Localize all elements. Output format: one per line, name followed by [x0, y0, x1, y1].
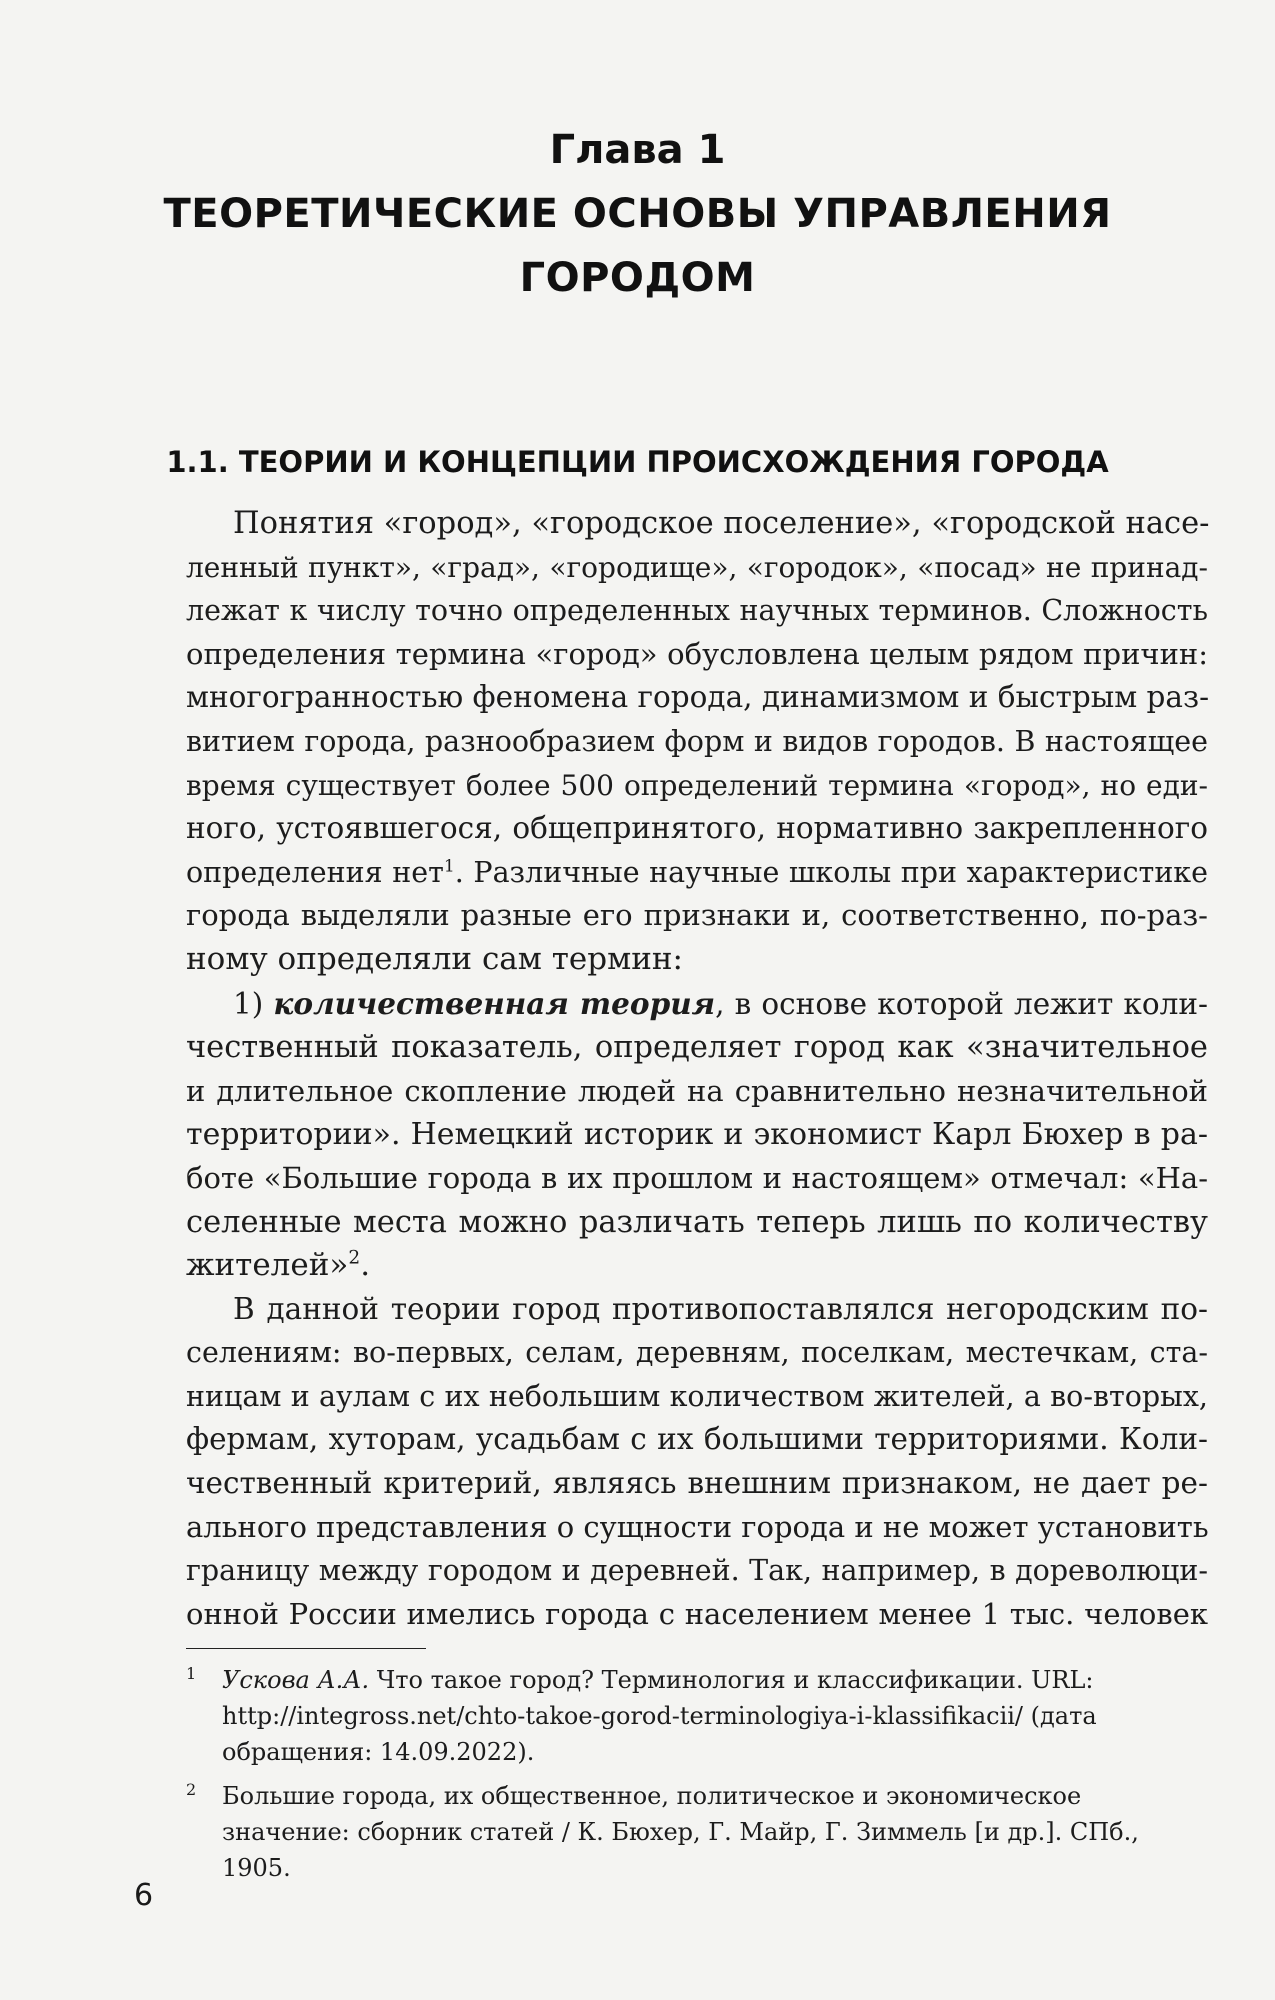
footnote-author: Ускова А.А. — [222, 1666, 370, 1694]
text-line: ного, устоявшегося, общепринятого, нормативно закрепленного — [186, 811, 1208, 846]
chapter-heading — [0, 118, 1275, 310]
text-line: ленный пункт», «град», «городище», «городок», «посад» не принад- — [186, 550, 1208, 584]
term-quantitative-theory: количественная теория — [273, 985, 716, 1021]
text-line: селениям: во-первых, селам, деревням, поселкам, местечкам, ста- — [186, 1336, 1208, 1370]
text-line: 1) количественная теория, в основе которой лежит коли- — [233, 985, 1208, 1021]
text-line: территории». Немецкий историк и экономист Карл Бюхер в ра- — [186, 1117, 1208, 1153]
chapter-title-line-1: ТЕОРЕТИЧЕСКИЕ ОСНОВЫ УПРАВЛЕНИЯ — [163, 191, 1112, 237]
footnotes — [186, 1662, 1208, 1894]
section-title: 1.1. ТЕОРИИ И КОНЦЕПЦИИ ПРОИСХОЖДЕНИЯ ГОРОДА — [166, 445, 1109, 479]
text-line: фермам, хуторам, усадьбам с их большими территориями. Коли- — [186, 1422, 1208, 1457]
footnote-ref-1[interactable]: 1 — [443, 856, 455, 877]
chapter-number: Глава 1 — [549, 127, 726, 173]
text-line: витием города, разнообразием форм и видов городов. В настоящее — [186, 724, 1208, 758]
text-line: ному определяли сам термин: — [186, 940, 683, 977]
footnote-2 — [186, 1778, 1208, 1886]
text-line: границу между городом и деревней. Так, например, в дореволюци- — [186, 1554, 1208, 1588]
footnote-text: Что такое город? Терминология и классификации. URL: http://integross.net/chto-takoe-gorod-terminologiya-i-klassifikacii/ (дата обращения: 14.09.2022). — [222, 1666, 1097, 1766]
footnote-mark: 2 — [186, 1780, 197, 1799]
text-line: чественный критерий, являясь внешним признаком, не дает ре- — [186, 1466, 1208, 1501]
footnote-1 — [186, 1662, 1208, 1770]
footnote-mark: 1 — [186, 1664, 197, 1683]
text-line: и длительное скопление людей на сравнительно незначительной — [186, 1073, 1208, 1108]
footnote-text: Большие города, их общественное, политическое и экономическое значение: сборник статей / К. Бюхер, Г. Майр, Г. Зиммель [и др.]. СПб., 1905. — [222, 1782, 1139, 1882]
chapter-title-line-2: ГОРОДОМ — [519, 255, 756, 301]
text-line: онной России имелись города с населением менее 1 тыс. человек — [186, 1596, 1208, 1631]
text-line: ницам и аулам с их небольшим количеством жителей, а во-вторых, — [186, 1379, 1208, 1413]
footnote-ref-2[interactable]: 2 — [348, 1247, 361, 1269]
body-text — [186, 502, 1208, 1636]
text-line: чественный показатель, определяет город как «значительное — [186, 1030, 1208, 1066]
footnote-divider — [186, 1648, 426, 1649]
text-line: селенные места можно различать теперь лишь по количеству — [186, 1204, 1208, 1240]
text-line: время существует более 500 определений термина «город», но еди- — [186, 768, 1208, 802]
page-number: 6 — [134, 1878, 154, 1913]
text-line: жителей»$^2$. — [186, 1247, 371, 1284]
text-line: лежат к числу точно определенных научных терминов. Сложность — [186, 594, 1208, 628]
text-line: Понятия «город», «городское поселение», «городской насе- — [233, 506, 1210, 541]
text-line: В данной теории город противопоставлялся негородским по- — [233, 1291, 1208, 1326]
text-line: многогранностью феномена города, динамизмом и быстрым раз- — [186, 680, 1210, 715]
text-line: ального представления о сущности города и не может установить — [186, 1509, 1209, 1544]
text-line: определения термина «город» обусловлена целым рядом причин: — [186, 636, 1208, 671]
text-line: города выделяли разные его признаки и, соответственно, по-раз- — [186, 898, 1208, 933]
text-line: боте «Большие города в их прошлом и настоящем» отмечал: «На- — [186, 1160, 1208, 1195]
text-line: определения нет$^1$. Различные научные школы при характеристике — [186, 855, 1208, 889]
